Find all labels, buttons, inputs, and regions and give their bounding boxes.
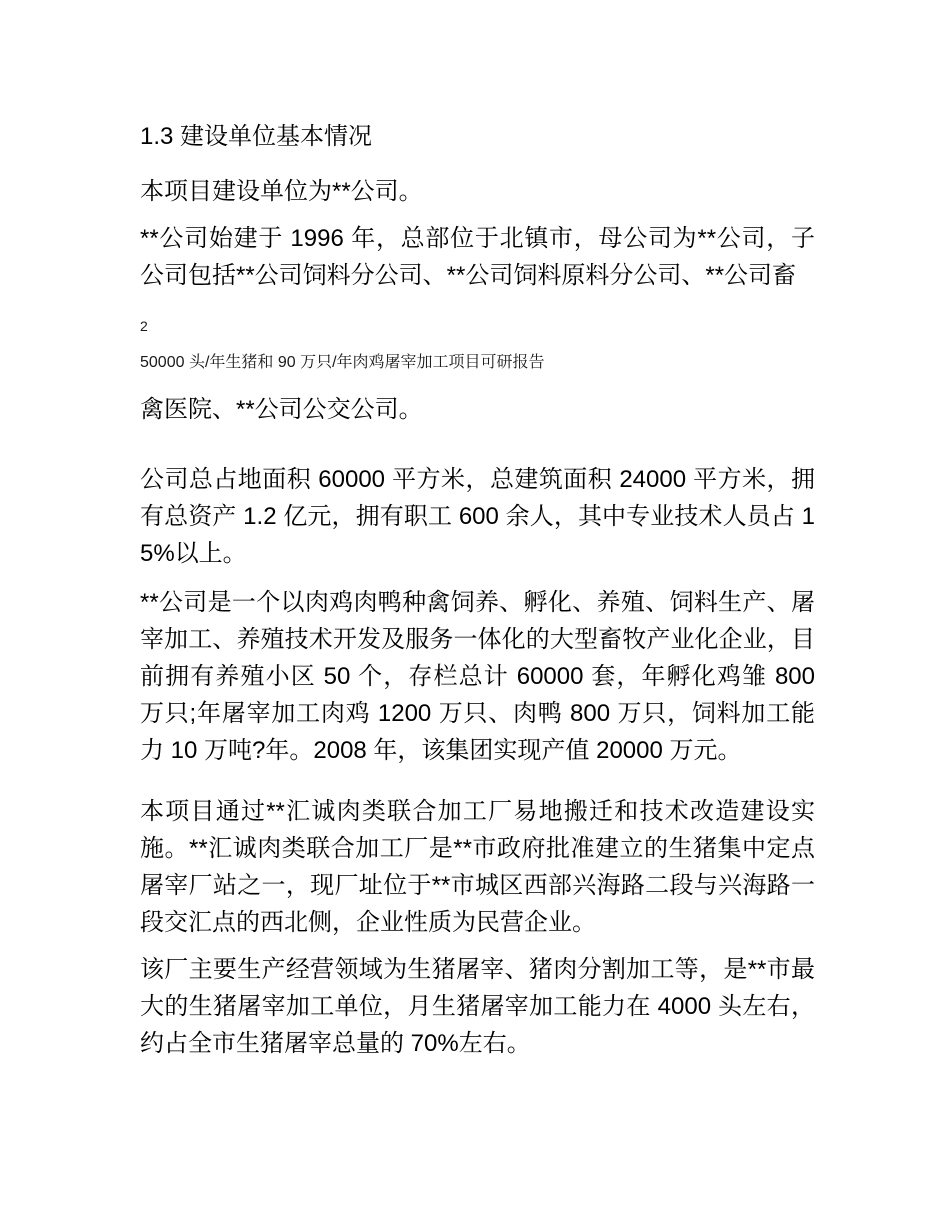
paragraph-company-history-continued: 禽医院、**公司公交公司。 <box>140 396 423 423</box>
section-heading: 1.3 建设单位基本情况 <box>140 123 373 150</box>
paragraph-company-history: **公司始建于 1996 年，总部位于北镇市，母公司为**公司，子公司包括**公司饲料分公司、**公司饲料原料分公司、**公司畜 <box>140 225 815 289</box>
paragraph-plant-profile: 该厂主要生产经营领域为生猪屠宰、猪肉分割加工等，是**市最大的生猪屠宰加工单位，月生猪屠宰加工能力在 4000 头左右，约占全市生猪屠宰总量的 70%左右。 <box>140 956 815 1057</box>
running-header: 50000 头/年生猪和 90 万只/年肉鸡屠宰加工项目可研报告 <box>140 354 545 371</box>
paragraph-project-origin: 本项目通过**汇诚肉类联合加工厂易地搬迁和技术改造建设实施。**汇诚肉类联合加工厂是**市政府批准建立的生猪集中定点屠宰厂站之一，现厂址位于**市城区西部兴海路二段与兴海路一段交汇点的西北侧，企业性质为民营企业。 <box>140 798 815 936</box>
paragraph-intro: 本项目建设单位为**公司。 <box>140 178 423 205</box>
page-number: 2 <box>140 318 148 334</box>
paragraph-company-scale: 公司总占地面积 60000 平方米，总建筑面积 24000 平方米，拥有总资产 1.2 亿元，拥有职工 600 余人，其中专业技术人员占 15%以上。 <box>140 466 815 567</box>
paragraph-company-business: **公司是一个以肉鸡肉鸭种禽饲养、孵化、养殖、饲料生产、屠宰加工、养殖技术开发及服务一体化的大型畜牧产业化企业，目前拥有养殖小区 50 个，存栏总计 60000 套，年孵化鸡雏 800 万只;年屠宰加工肉鸡 1200 万只、肉鸭 800 万只，饲料加工能力 10 万吨?年。2008 年，该集团实现产值 20000 万元。 <box>140 589 815 764</box>
